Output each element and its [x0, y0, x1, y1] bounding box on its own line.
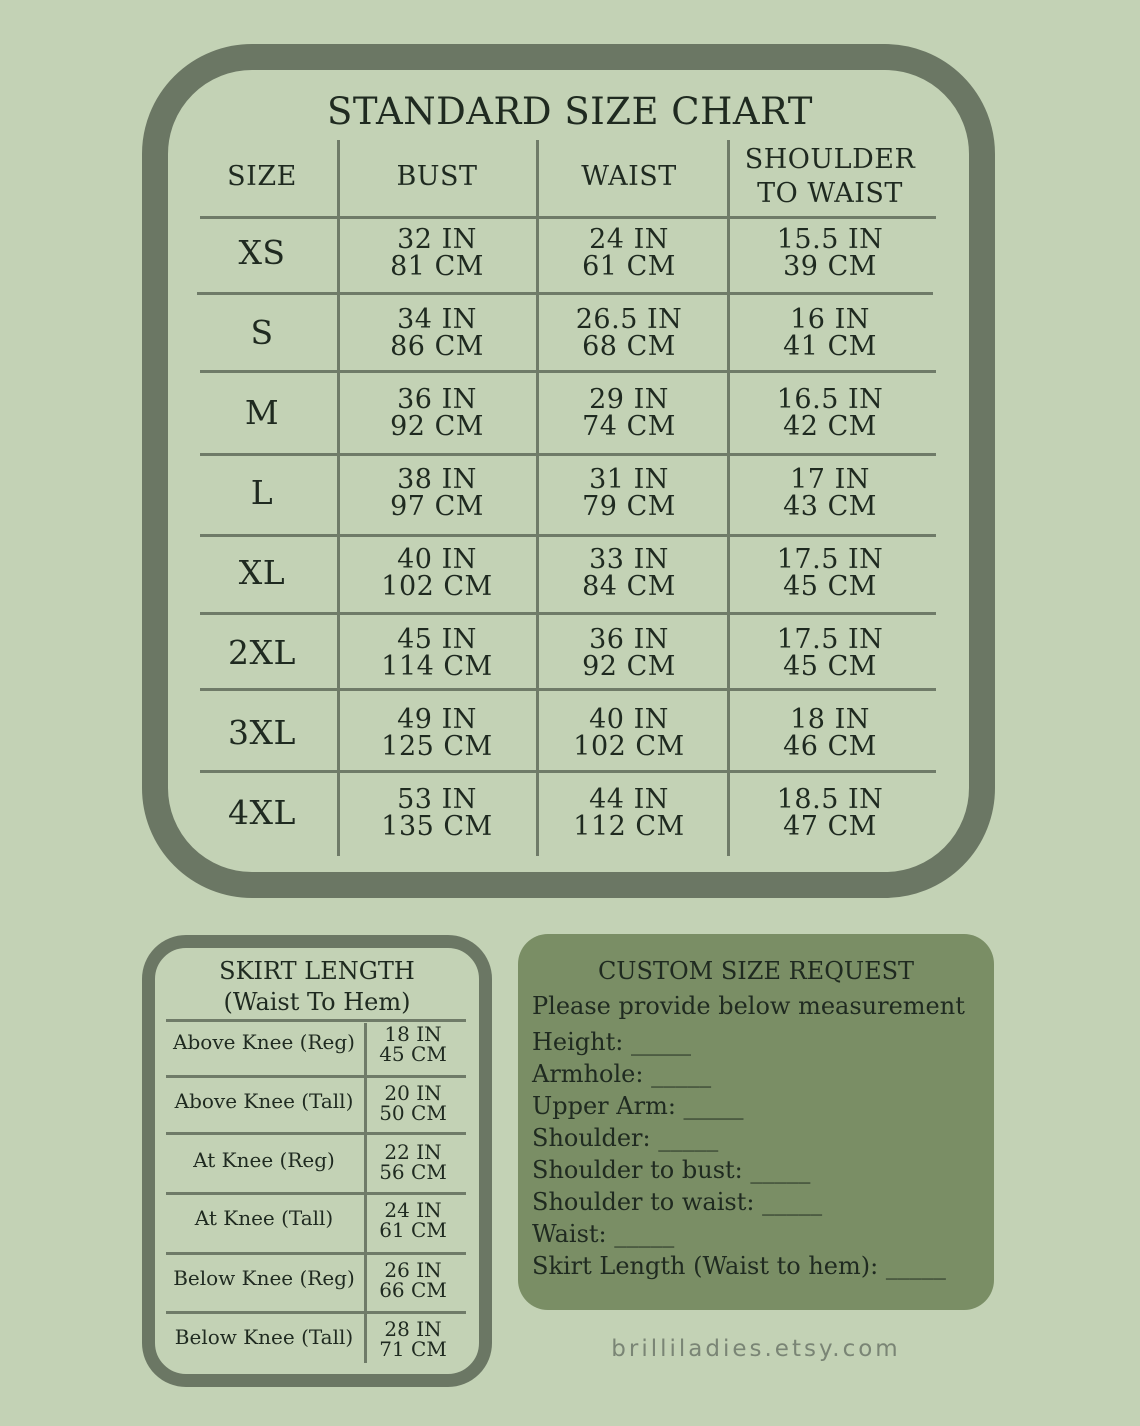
row-divider: [200, 534, 936, 537]
waist-value: 24 IN: [589, 224, 669, 255]
waist-value: 112 CM: [573, 811, 685, 842]
shoulder-value: 47 CM: [783, 811, 877, 842]
waist-value: 29 IN: [589, 384, 669, 415]
skirt-row-divider: [166, 1252, 466, 1255]
waist-value: 61 CM: [582, 251, 676, 282]
header-bust: BUST: [396, 161, 478, 192]
shoulder-value: 43 CM: [783, 491, 877, 522]
skirt-title: SKIRT LENGTH: [219, 957, 415, 985]
bust-value: 135 CM: [381, 811, 493, 842]
custom-field-line: Skirt Length (Waist to hem): _____: [532, 1252, 946, 1280]
shoulder-value: 46 CM: [783, 731, 877, 762]
header-waist: WAIST: [581, 161, 677, 192]
skirt-length-label: At Knee (Reg): [193, 1148, 335, 1172]
skirt-cm-value: 45 CM: [379, 1042, 447, 1066]
waist-value: 31 IN: [589, 464, 669, 495]
waist-value: 36 IN: [589, 624, 669, 655]
skirt-subtitle: (Waist To Hem): [223, 988, 411, 1016]
skirt-inch-value: 26 IN: [384, 1258, 442, 1282]
row-divider: [200, 612, 936, 615]
waist-value: 84 CM: [582, 571, 676, 602]
shoulder-value: 41 CM: [783, 331, 877, 362]
skirt-inch-value: 28 IN: [384, 1317, 442, 1341]
skirt-cm-value: 66 CM: [379, 1278, 447, 1302]
bust-value: 125 CM: [381, 731, 493, 762]
bust-value: 34 IN: [397, 304, 477, 335]
custom-intro: Please provide below measurement: [532, 992, 965, 1020]
shoulder-value: 42 CM: [783, 411, 877, 442]
bust-value: 53 IN: [397, 784, 477, 815]
bust-value: 38 IN: [397, 464, 477, 495]
row-divider: [200, 453, 936, 456]
bust-value: 86 CM: [390, 331, 484, 362]
row-divider: [200, 370, 936, 373]
skirt-cm-value: 71 CM: [379, 1337, 447, 1361]
skirt-length-label: Below Knee (Reg): [173, 1266, 355, 1290]
shoulder-value: 17 IN: [790, 464, 870, 495]
custom-field-line: Shoulder to bust: _____: [532, 1156, 811, 1184]
skirt-inch-value: 24 IN: [384, 1198, 442, 1222]
waist-value: 79 CM: [582, 491, 676, 522]
skirt-row-divider: [166, 1132, 466, 1135]
bust-value: 49 IN: [397, 704, 477, 735]
waist-value: 40 IN: [589, 704, 669, 735]
bust-value: 114 CM: [381, 651, 493, 682]
skirt-length-label: At Knee (Tall): [194, 1206, 334, 1230]
waist-value: 68 CM: [582, 331, 676, 362]
waist-value: 44 IN: [589, 784, 669, 815]
skirt-length-label: Above Knee (Reg): [173, 1030, 355, 1054]
shoulder-value: 16.5 IN: [776, 384, 884, 415]
size-label: XS: [238, 233, 286, 272]
skirt-row-divider: [166, 1311, 466, 1314]
custom-field-line: Armhole: _____: [532, 1060, 712, 1088]
shoulder-value: 18 IN: [790, 704, 870, 735]
shoulder-value: 15.5 IN: [776, 224, 884, 255]
shoulder-value: 17.5 IN: [776, 544, 884, 575]
size-label: XL: [238, 553, 286, 592]
bust-value: 32 IN: [397, 224, 477, 255]
bust-value: 102 CM: [381, 571, 493, 602]
custom-field-line: Shoulder: _____: [532, 1124, 719, 1152]
size-label: L: [250, 473, 274, 512]
size-label: 4XL: [228, 793, 296, 832]
skirt-inch-value: 18 IN: [384, 1022, 442, 1046]
bust-value: 97 CM: [390, 491, 484, 522]
skirt-length-label: Above Knee (Tall): [174, 1089, 354, 1113]
bust-value: 36 IN: [397, 384, 477, 415]
bust-value: 92 CM: [390, 411, 484, 442]
size-label: 2XL: [228, 633, 296, 672]
skirt-inch-value: 20 IN: [384, 1081, 442, 1105]
waist-value: 74 CM: [582, 411, 676, 442]
shoulder-value: 16 IN: [790, 304, 870, 335]
shoulder-value: 18.5 IN: [776, 784, 884, 815]
skirt-length-label: Below Knee (Tall): [174, 1325, 354, 1349]
row-divider: [200, 770, 936, 773]
shop-url[interactable]: brilliladies.etsy.com: [611, 1336, 901, 1362]
bust-value: 40 IN: [397, 544, 477, 575]
skirt-cm-value: 56 CM: [379, 1160, 447, 1184]
skirt-row-divider: [166, 1075, 466, 1078]
custom-field-line: Height: _____: [532, 1028, 691, 1056]
header-shoulder-to-waist: SHOULDER TO WAIST: [744, 144, 916, 209]
custom-field-line: Waist: _____: [532, 1220, 675, 1248]
custom-field-line: Upper Arm: _____: [532, 1092, 744, 1120]
size-label: 3XL: [228, 713, 296, 752]
custom-field-line: Shoulder to waist: _____: [532, 1188, 823, 1216]
size-label: M: [244, 393, 280, 432]
skirt-inch-value: 22 IN: [384, 1140, 442, 1164]
custom-title: CUSTOM SIZE REQUEST: [597, 957, 915, 985]
size-label: S: [250, 313, 274, 352]
bust-value: 45 IN: [397, 624, 477, 655]
skirt-cm-value: 50 CM: [379, 1101, 447, 1125]
chart-title: STANDARD SIZE CHART: [327, 90, 813, 133]
waist-value: 102 CM: [573, 731, 685, 762]
waist-value: 33 IN: [589, 544, 669, 575]
waist-value: 26.5 IN: [575, 304, 683, 335]
waist-value: 92 CM: [582, 651, 676, 682]
row-divider: [200, 216, 936, 219]
shoulder-value: 45 CM: [783, 651, 877, 682]
skirt-cm-value: 61 CM: [379, 1218, 447, 1242]
header-size: SIZE: [227, 161, 297, 192]
shoulder-value: 45 CM: [783, 571, 877, 602]
skirt-row-divider: [166, 1192, 466, 1195]
shoulder-value: 17.5 IN: [776, 624, 884, 655]
row-divider: [200, 688, 936, 691]
row-divider: [197, 292, 933, 295]
bust-value: 81 CM: [390, 251, 484, 282]
shoulder-value: 39 CM: [783, 251, 877, 282]
